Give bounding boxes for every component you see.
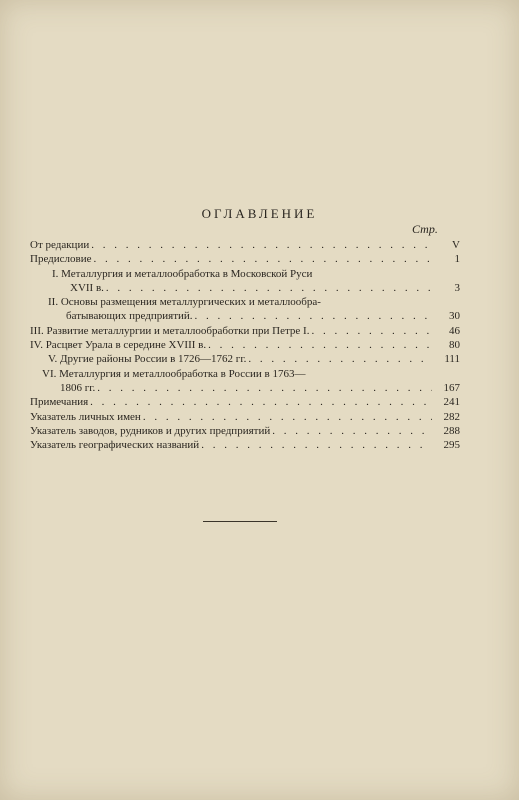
toc-entry-page: 167: [443, 381, 460, 394]
toc-entry-geography-index: [30, 438, 460, 452]
toc-entry-title: V. Другие районы России в 1726—1762 гг.: [48, 353, 247, 366]
leader-dots: [106, 281, 432, 295]
toc-entry-editorial: [30, 238, 460, 252]
leader-dots: [208, 338, 432, 352]
toc-entry-page: 3: [454, 281, 460, 294]
toc-entry-title: Указатель личных имен: [30, 410, 141, 423]
leader-dots: [97, 381, 432, 395]
leader-dots: [248, 352, 432, 366]
toc-entry-title: III. Развитие металлургии и металлообработки при Петре I.: [30, 324, 310, 337]
toc-entry-page: 1: [454, 253, 460, 266]
toc-entry-title: Указатель географических названий: [30, 439, 200, 452]
toc-entry-chapter-3: [30, 324, 460, 338]
leader-dots: [90, 395, 432, 409]
toc-entry-page: 241: [443, 396, 460, 409]
toc-entry-page: 288: [443, 424, 460, 437]
leader-dots: [272, 424, 432, 438]
toc-entry-preface: [30, 252, 460, 266]
toc-entry-title: Указатель заводов, рудников и других предприятий: [30, 424, 271, 437]
toc-entry-chapter-5: [30, 352, 460, 366]
toc-entry-chapter-6: [30, 367, 460, 396]
toc-entry-factory-index: [30, 424, 460, 438]
toc-entry-title-line1: II. Основы размещения металлургических и металлообра-: [48, 296, 321, 309]
toc-entry-page: 282: [443, 410, 460, 423]
toc-entry-page: 111: [444, 353, 460, 366]
page-column-label: Стр.: [412, 222, 438, 236]
table-of-contents: [30, 238, 460, 452]
toc-entry-page: 80: [449, 339, 460, 352]
toc-entry-notes: [30, 395, 460, 409]
toc-entry-chapter-1: [30, 267, 460, 296]
toc-entry-title-line2: батывающих предприятий.: [66, 310, 193, 323]
toc-entry-title: Предисловие: [30, 253, 92, 266]
toc-entry-page: V: [452, 239, 460, 251]
leader-dots: [91, 238, 432, 252]
toc-entry-name-index: [30, 410, 460, 424]
toc-entry-chapter-2: [30, 295, 460, 324]
toc-entry-title: IV. Расцвет Урала в середине XVIII в.: [30, 339, 207, 352]
leader-dots: [195, 309, 432, 323]
toc-entry-title-line1: I. Металлургия и металлообработка в Московской Руси: [52, 267, 313, 280]
leader-dots: [201, 438, 432, 452]
divider-rule: [203, 521, 277, 522]
toc-entry-page: 30: [449, 310, 460, 323]
leader-dots: [94, 252, 433, 266]
toc-entry-page: 46: [449, 324, 460, 337]
toc-entry-title-line2: 1806 гг.: [60, 381, 96, 394]
toc-entry-title: От редакции: [30, 239, 90, 251]
toc-entry-title: Примечания: [30, 396, 89, 409]
leader-dots: [311, 324, 432, 338]
toc-entry-title-line1: VI. Металлургия и металлообработка в России в 1763—: [42, 367, 306, 380]
toc-entry-title-line2: XVII в.: [70, 281, 104, 294]
toc-entry-page: 295: [443, 439, 460, 452]
leader-dots: [143, 410, 432, 424]
page-title: ОГЛАВЛЕНИЕ: [201, 206, 318, 221]
toc-entry-chapter-4: [30, 338, 460, 352]
